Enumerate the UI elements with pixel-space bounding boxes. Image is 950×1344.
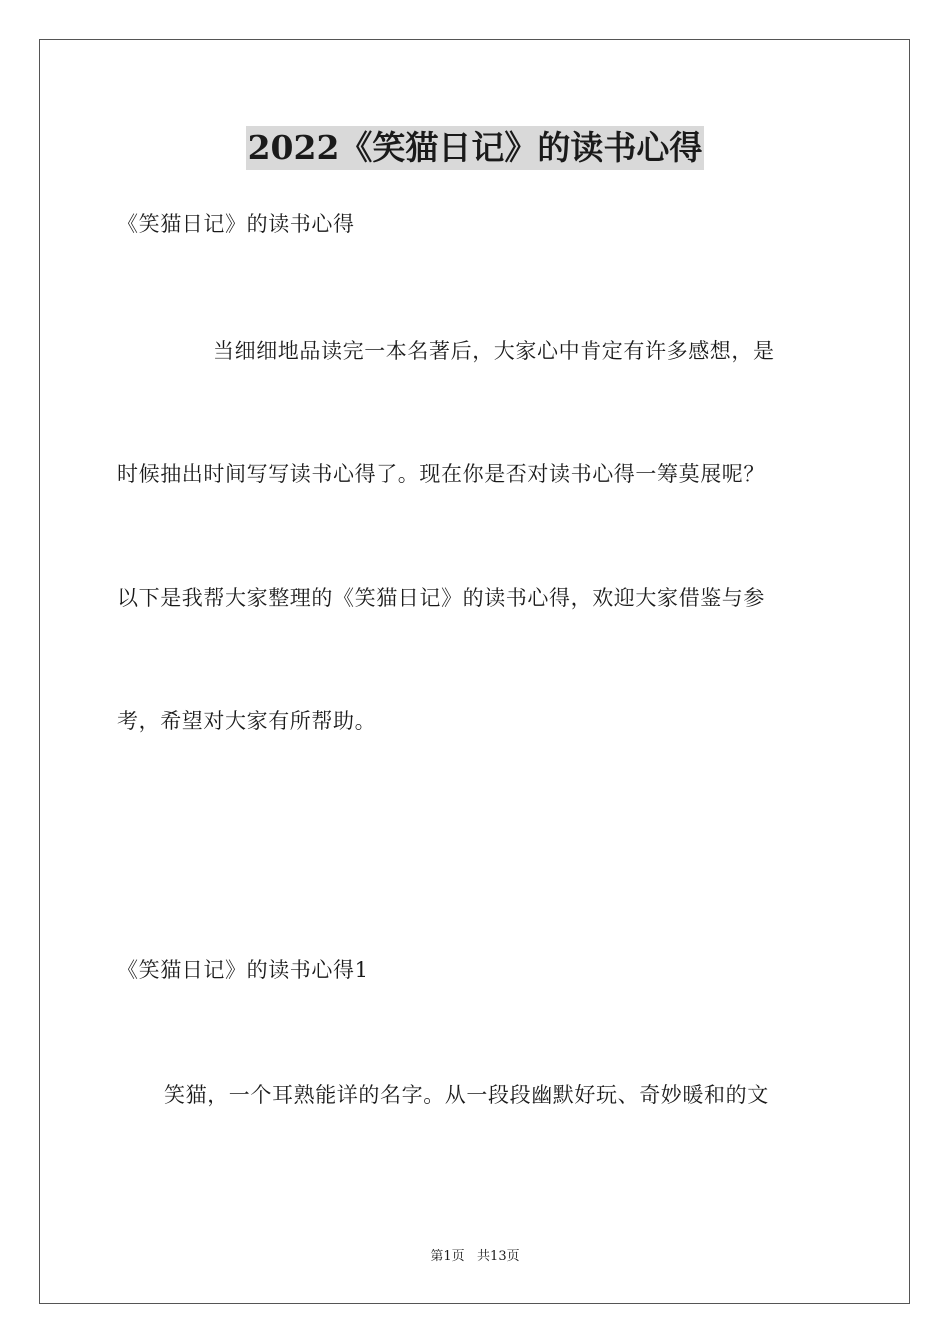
page-footer: 第1页 共13页 [430,1249,520,1264]
paragraph-line-2: 时候抽出时间写写读书心得了。现在你是否对读书心得一筹莫展呢？ [117,462,765,486]
paragraph-line-4: 考，希望对大家有所帮助。 [117,709,377,733]
title-container [0,126,950,170]
subtitle-line: 《笑猫日记》的读书心得 [117,212,355,236]
paragraph-line-1: 当细细地品读完一本名著后，大家心中肯定有许多感想，是 [213,339,775,363]
paragraph-line-3: 以下是我帮大家整理的《笑猫日记》的读书心得，欢迎大家借鉴与参 [117,586,765,610]
section-heading: 《笑猫日记》的读书心得1 [117,958,369,982]
paragraph-line-5: 笑猫，一个耳熟能详的名字。从一段段幽默好玩、奇妙暖和的文 [164,1083,769,1107]
document-title: 2022《笑猫日记》的读书心得 [246,126,705,170]
